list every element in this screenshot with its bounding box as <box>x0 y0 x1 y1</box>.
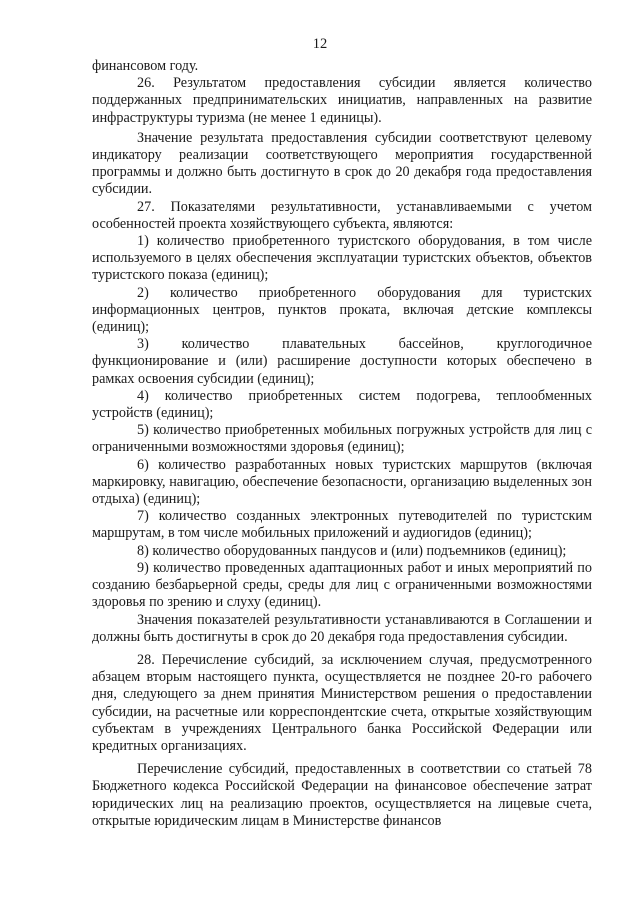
paragraph-28-transfer: Перечисление субсидий, предоставленных в соответствии со статьей 78 Бюджетного кодекса Российской Федерации на финансовое обеспечение затрат юридических лиц на реализацию проектов, осуществляется на лицевые счета, открытые юридическим лицам в Министерстве финансов <box>92 761 592 829</box>
list-item-3: 3) количество плавательных бассейнов, круглогодичное функционирование и (или) расширение доступности которых обеспечено в рамках освоения субсидии (единиц); <box>92 336 592 387</box>
paragraph-27-values: Значения показателей результативности устанавливаются в Соглашении и должны быть достигнуты в срок до 20 декабря года предоставления субсидии. <box>92 611 592 645</box>
paragraph-27: 27. Показателями результативности, устанавливаемыми с учетом особенностей проекта хозяйствующего субъекта, являются: <box>92 198 592 232</box>
list-item-8: 8) количество оборудованных пандусов и (или) подъемников (единиц); <box>137 542 567 559</box>
list-item-4: 4) количество приобретенных систем подогрева, теплообменных устройств (единиц); <box>92 387 592 422</box>
list-item-9: 9) количество проведенных адаптационных работ и иных мероприятий по созданию безбарьерной среды, среды для лиц с ограниченными возможностями здоровья по зрению и слуху (единиц). <box>92 559 592 611</box>
paragraph-28: 28. Перечисление субсидий, за исключением случая, предусмотренного абзацем вторым настоящего пункта, осуществляется не позднее 20-го рабочего дня, следующего за днем принятия Министерством решения о предоставлении субсидии, на расчетные или корреспондентские счета, открытые хозяйствующим субъектам в учреждениях Центрального банка Российской Федерации или кредитных организациях. <box>92 651 592 754</box>
list-item-6: 6) количество разработанных новых туристских маршрутов (включая маркировку, навигацию, обеспечение безопасности, организацию выделенных зон отдыха) (единиц); <box>92 456 592 508</box>
list-item-7: 7) количество созданных электронных путеводителей по туристским маршрутам, в том числе мобильных приложений и аудиогидов (единиц); <box>92 508 592 542</box>
paragraph-26-value: Значение результата предоставления субсидии соответствуют целевому индикатору реализации соответствующего мероприятия государственной программы и должно быть достигнуто в срок до 20 декабря года предоставления субсидии. <box>92 129 592 198</box>
list-item-1: 1) количество приобретенного туристского оборудования, в том числе используемого в целях обеспечения эксплуатации туристских объектов, объектов туристского показа (единиц); <box>92 233 592 284</box>
paragraph-26: 26. Результатом предоставления субсидии является количество поддержанных предпринимательских инициатив, направленных на развитие инфраструктуры туризма (не менее 1 единицы). <box>92 75 592 126</box>
page-number: 12 <box>312 36 328 52</box>
list-item-2: 2) количество приобретенного оборудования для туристских информационных центров, пунктов проката, включая детские комплексы (единиц); <box>92 284 592 336</box>
paragraph-continuation: финансовом году. <box>92 58 199 74</box>
document-body <box>92 58 592 830</box>
list-item-5: 5) количество приобретенных мобильных погружных устройств для лиц с ограниченными возможностями здоровья (единиц); <box>92 422 592 456</box>
